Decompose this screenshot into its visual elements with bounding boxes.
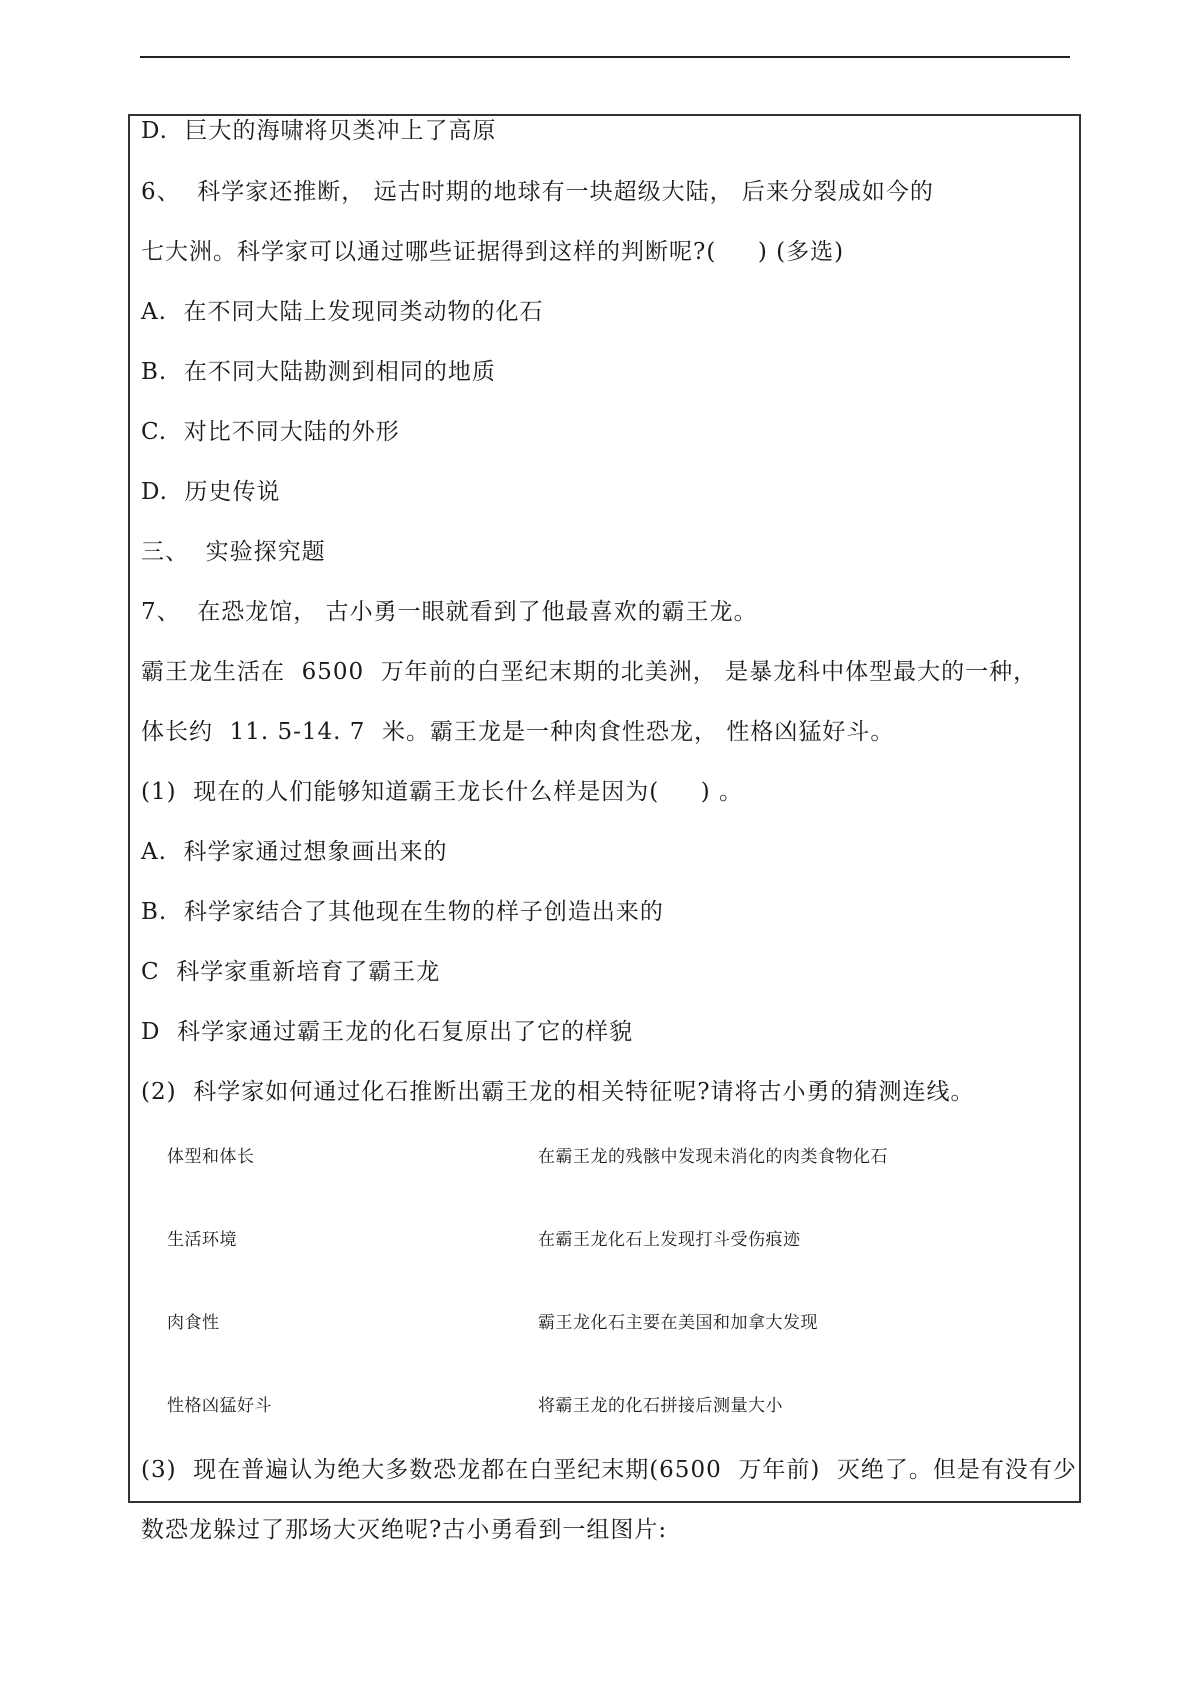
match-right-item: 在霸王龙化石上发现打斗受伤痕迹 (538, 1230, 801, 1250)
section-heading: 三、 实验探究题 (141, 539, 326, 565)
q7-sub1-stem: (1) 现在的人们能够知道霸王龙长什么样是因为( ) 。 (141, 779, 744, 805)
q7-sub1-option-a: A. 科学家通过想象画出来的 (141, 839, 448, 865)
match-right-item: 霸王龙化石主要在美国和加拿大发现 (538, 1313, 818, 1333)
q6-option-c: C. 对比不同大陆的外形 (141, 419, 400, 445)
match-left-item: 性格凶猛好斗 (167, 1396, 272, 1416)
header-rule (140, 56, 1070, 58)
match-left-item: 肉食性 (167, 1313, 220, 1333)
q6-option-a: A. 在不同大陆上发现同类动物的化石 (141, 299, 544, 325)
match-left-item: 生活环境 (167, 1230, 237, 1250)
q7-passage-line2: 体长约 11. 5-14. 7 米。霸王龙是一种肉食性恐龙， 性格凶猛好斗。 (141, 719, 895, 745)
match-right-item: 将霸王龙的化石拼接后测量大小 (538, 1396, 783, 1416)
match-left-item: 体型和体长 (167, 1147, 255, 1167)
q6-option-d: D. 历史传说 (141, 479, 281, 505)
q7-sub3-stem-line1: (3) 现在普遍认为绝大多数恐龙都在白垩纪末期(6500 万年前) 灭绝了。但是有没有少 (141, 1457, 1077, 1483)
q7-passage-line1: 霸王龙生活在 6500 万年前的白垩纪末期的北美洲， 是暴龙科中体型最大的一种， (141, 659, 1038, 685)
q7-sub1-option-d: D 科学家通过霸王龙的化石复原出了它的样貌 (141, 1019, 634, 1045)
q7-stem: 7、 在恐龙馆， 古小勇一眼就看到了他最喜欢的霸王龙。 (141, 599, 758, 625)
q6-stem-line2: 七大洲。科学家可以通过哪些证据得到这样的判断呢?( ) (多选) (141, 239, 845, 265)
q6-stem-line1: 6、 科学家还推断， 远古时期的地球有一块超级大陆， 后来分裂成如今的 (141, 179, 934, 205)
q7-sub1-option-c: C 科学家重新培育了霸王龙 (141, 959, 441, 985)
q7-sub2-stem: (2) 科学家如何通过化石推断出霸王龙的相关特征呢?请将古小勇的猜测连线。 (141, 1079, 975, 1105)
match-right-item: 在霸王龙的残骸中发现未消化的肉类食物化石 (538, 1147, 888, 1167)
q6-option-b: B. 在不同大陆勘测到相同的地质 (141, 359, 496, 385)
q7-sub1-option-b: B. 科学家结合了其他现在生物的样子创造出来的 (141, 899, 664, 925)
q7-sub3-stem-line2: 数恐龙躲过了那场大灭绝呢?古小勇看到一组图片: (141, 1517, 668, 1543)
q5-option-d: D. 巨大的海啸将贝类冲上了高原 (141, 118, 497, 144)
